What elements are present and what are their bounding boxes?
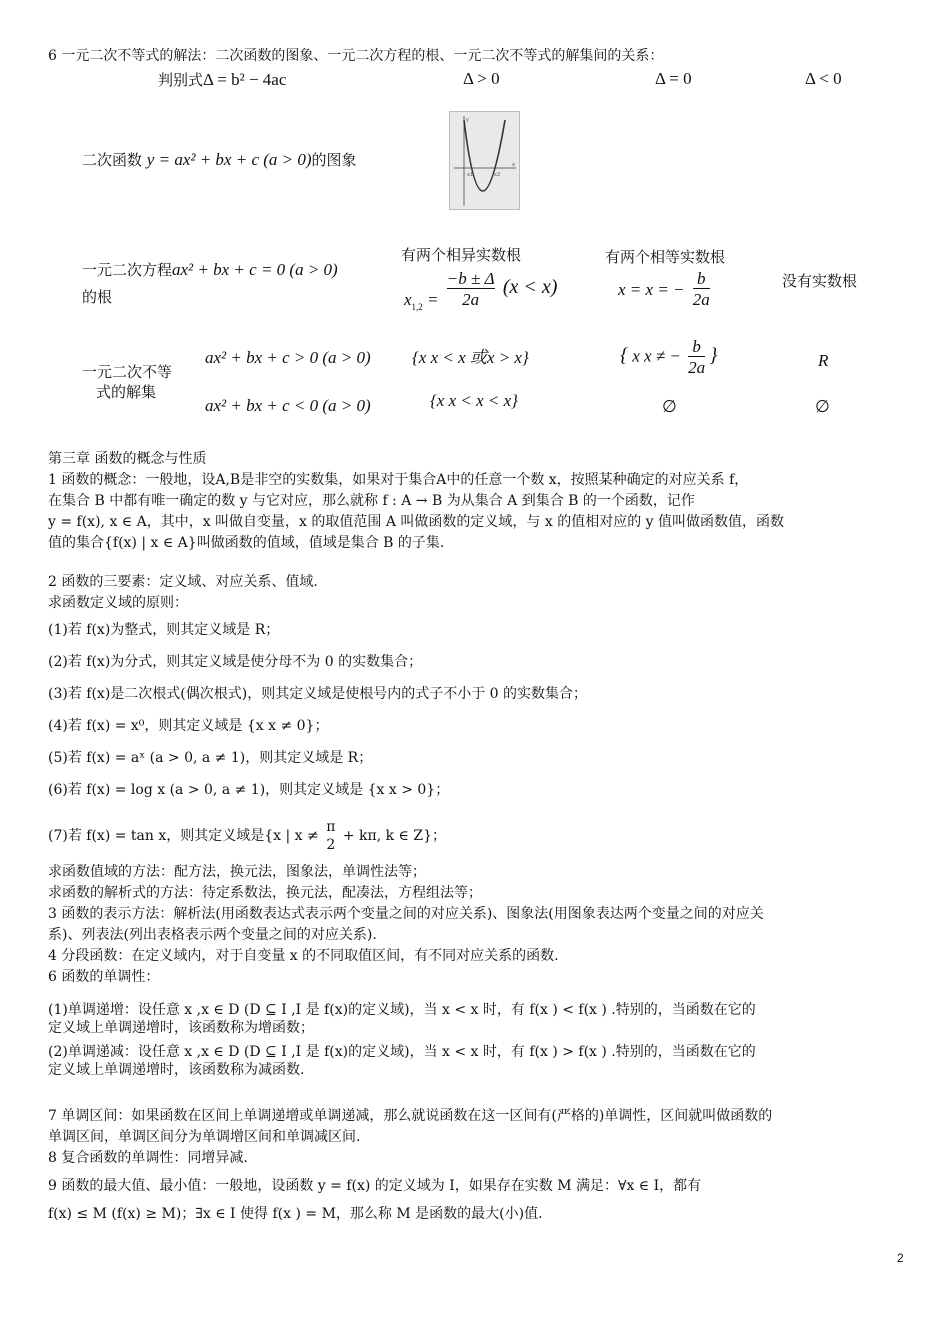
inequality-less-formula: ax² + bx + c < 0 (a > 0) — [205, 396, 371, 415]
intervals-paragraph: 7 单调区间：如果函数在区间上单调递增或单调递减，那么就说函数在这一区间有(严格的)单调性，区间就叫做函数的 单调区间，单调区间分为单调增区间和单调减区间. 8 复合函数的单调性：同增异减. — [48, 1108, 773, 1166]
rule-1: (1)若 f(x)为整式，则其定义域是 R； — [48, 622, 280, 638]
equal-roots-formula: x = x = − $\frac{b}{2a}$ — [618, 269, 710, 309]
rule-7: (7)若 f(x) = tan x，则其定义域是{x | x ≠ π 2 + kπ, k ∈ Z}； — [48, 819, 447, 853]
discriminant-label: 判别式Δ = b² − 4ac — [158, 70, 287, 89]
inequality-less-solution-equal: ∅ — [662, 397, 677, 416]
row-inequality-label1: 一元二次不等 — [82, 363, 173, 381]
domain-rules-list — [48, 614, 906, 806]
inequality-greater-solution-distinct: {x x < x 或x > x} — [412, 348, 529, 367]
parabola-graph-image — [449, 111, 520, 210]
inequality-greater-solution-none: R — [818, 351, 829, 370]
chapter-title: 第三章 函数的概念与性质 — [48, 451, 207, 467]
svg-text:x2: x2 — [494, 172, 501, 178]
section-6-heading: 6 一元二次不等式的解法：二次函数的图象、一元二次方程的根、一元二次不等式的解集间的关系： — [48, 48, 664, 64]
svg-text:y: y — [466, 117, 469, 123]
svg-text:x: x — [512, 162, 515, 168]
methods-paragraph: 求函数值域的方法：配方法，换元法，图象法，单调性法等； 求函数的解析式的方法：待定系数法，换元法，配凑法，方程组法等； 3 函数的表示方法：解析法(用函数表达式表示两个变量之间的对应关系)、图象法(用图象表达两个变量之间的对应关 系)、列表法(列出表格表示两个变量之间的对应关系). 4 分段函数：在定义域内，对于自变量 x 的不同取值区间，有不同对应关系的函数. 6 函数的单调性： — [48, 864, 764, 985]
rule-5: (5)若 f(x) = aˣ (a > 0, a ≠ 1)，则其定义域是 R； — [48, 750, 373, 766]
distinct-roots-formula: $x_{1,2}$ = $\frac{-b \pm \Delta}{2a}$ (x < x) — [404, 269, 558, 313]
inequality-greater-solution-equal: { x x ≠ − $\frac{b}{2a}$ } — [620, 337, 718, 377]
col-delta-zero: Δ = 0 — [655, 69, 692, 88]
col-delta-positive: Δ > 0 — [463, 69, 500, 88]
row-equation-label2: 的根 — [82, 288, 113, 306]
rule-6: (6)若 f(x) = log x (a > 0, a ≠ 1)，则其定义域是 {x x > 0}； — [48, 782, 450, 798]
rule-2: (2)若 f(x)为分式，则其定义域是使分母不为 0 的实数集合； — [48, 654, 423, 670]
two-distinct-roots-text: 有两个相异实数根 — [401, 246, 522, 264]
function-concept-paragraph: 1 函数的概念：一般地，设A,B是非空的实数集，如果对于集合A中的任意一个数 x，按照某种确定的对应关系 f， 在集合 B 中都有唯一确定的数 y 与它对应，那么就称 f : A → B 为从集合 A 到集合 B 的一个函数，记作 y = f(x), x ∈ A，其中，x 叫做自变量，x 的取值范围 A 叫做函数的定义域，与 x 的值相对应的 y 值叫做函数值，函数 值的集合{f(x) | x ∈ A}叫做函数的值域，值域是集合 B 的子集. — [48, 472, 785, 551]
svg-text:x1: x1 — [467, 172, 474, 178]
rule-3: (3)若 f(x)是二次根式(偶次根式)，则其定义域是使根号内的式子不小于 0 的实数集合； — [48, 686, 588, 702]
row-inequality-label2: 式的解集 — [96, 383, 157, 401]
col-delta-negative: Δ < 0 — [805, 69, 842, 88]
no-real-roots-text: 没有实数根 — [782, 272, 858, 290]
page-number: 2 — [897, 1251, 904, 1265]
row-graph-label: 二次函数 y = ax² + bx + c (a > 0)的图象 — [82, 150, 357, 169]
row-equation-label: 一元二次方程ax² + bx + c = 0 (a > 0) — [82, 260, 338, 279]
rule-4: (4)若 f(x) = x⁰，则其定义域是 {x x ≠ 0}； — [48, 718, 329, 734]
inequality-greater-formula: ax² + bx + c > 0 (a > 0) — [205, 348, 371, 367]
monotonicity-paragraph: (1)单调递增：设任意 x ,x ∈ D (D ⊆ I ,I 是 f(x)的定义域)，当 x < x 时，有 f(x ) < f(x ) .特别的，当函数在它的 定义域上单调递增时，该函数称为增函数； (2)单调递减：设任意 x ,x ∈ D (D ⊆ I ,I 是 f(x)的定义域)，当 x < x 时，有 f(x ) > f(x ) .特别的，当函数在它的 定义域上单调递增时，该函数称为减函数. — [48, 1002, 756, 1078]
inequality-less-solution-distinct: {x x < x < x} — [430, 391, 518, 410]
inequality-less-solution-none: ∅ — [815, 397, 830, 416]
two-equal-roots-text: 有两个相等实数根 — [605, 248, 726, 266]
three-elements-paragraph: 2 函数的三要素：定义域、对应关系、值域. 求函数定义域的原则： — [48, 574, 318, 611]
parabola-graph-icon — [450, 112, 519, 209]
extrema-paragraph: 9 函数的最大值、最小值：一般地，设函数 y = f(x) 的定义域为 I，如果存在实数 M 满足：∀x ∈ I，都有 f(x) ≤ M (f(x) ≥ M)；∃x ∈ I 使得 f(x ) = M，那么称 M 是函数的最大(小)值. — [48, 1178, 702, 1222]
